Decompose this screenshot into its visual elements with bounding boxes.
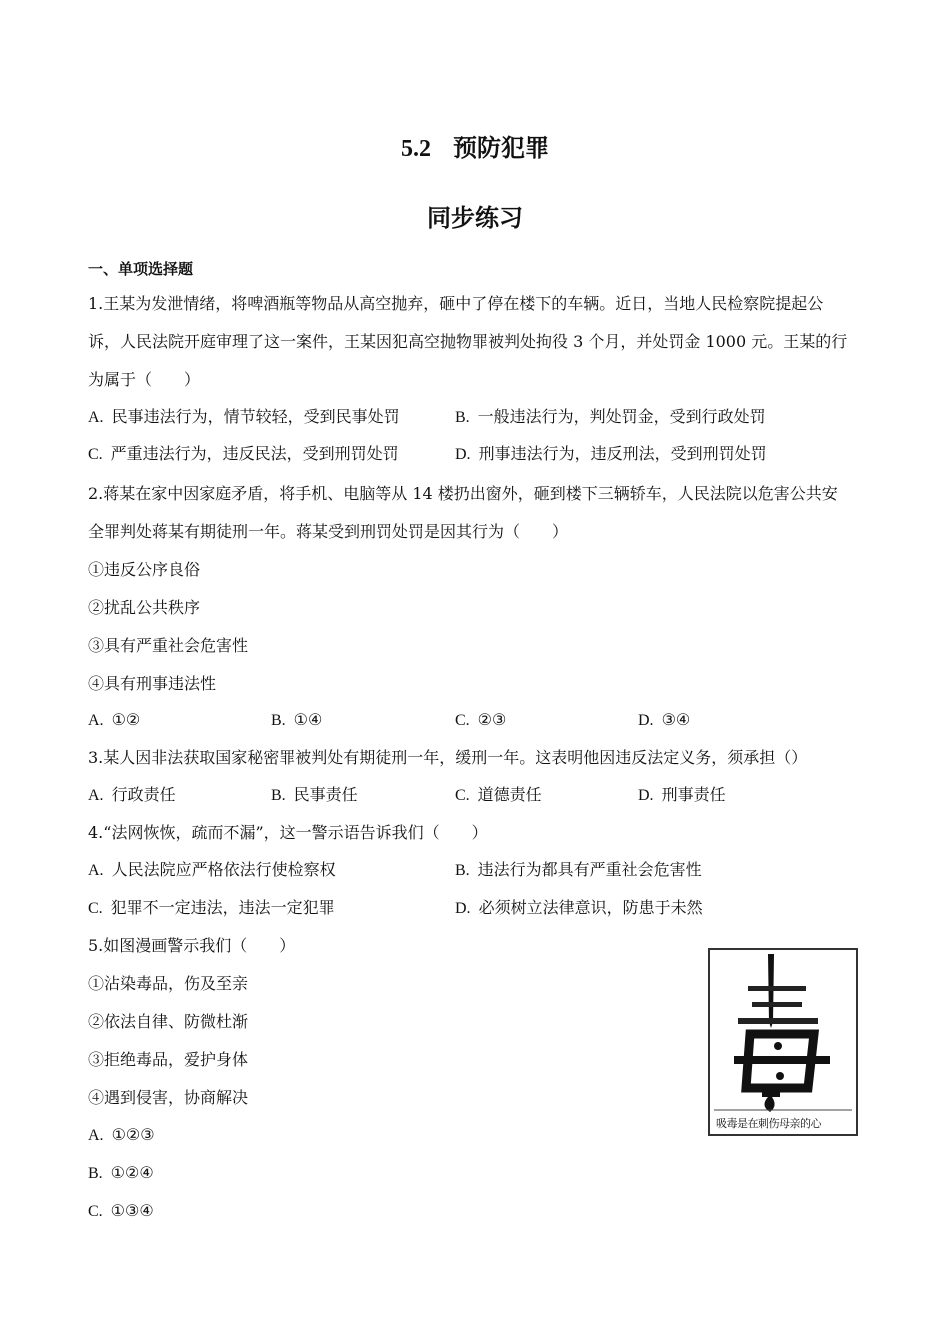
- option-letter: C.: [88, 1203, 103, 1220]
- anti-drug-cartoon: [708, 948, 858, 1136]
- q4-stem: 4.“法网恢恢，疏而不漏”，这一警示语告诉我们（ ）: [88, 823, 488, 842]
- q3-option-a[interactable]: [88, 785, 176, 806]
- option-text: ②③: [477, 710, 507, 729]
- option-letter: C.: [88, 446, 103, 463]
- option-text: ①②④: [110, 1163, 154, 1182]
- q2-option-b[interactable]: [271, 710, 322, 731]
- option-text: 刑事责任: [661, 785, 726, 804]
- option-text: 人民法院应严格依法行使检察权: [111, 860, 336, 879]
- cartoon-caption: 吸毒是在刺伤母亲的心: [716, 1117, 821, 1130]
- option-text: 民事违法行为，情节较轻，受到民事处罚: [111, 407, 400, 426]
- cartoon-drawing: [710, 950, 856, 1134]
- option-letter: A.: [88, 712, 104, 729]
- section-heading: 一、单项选择题: [88, 260, 194, 278]
- lesson-number: 5.2: [401, 136, 431, 162]
- q5-statement-3: ③拒绝毒品，爱护身体: [88, 1050, 249, 1069]
- q5-statement-2: ②依法自律、防微杜渐: [88, 1012, 249, 1031]
- q4-option-c[interactable]: [88, 898, 335, 919]
- option-letter: B.: [455, 862, 470, 879]
- q2-option-c[interactable]: [455, 710, 506, 731]
- option-letter: B.: [271, 712, 286, 729]
- option-letter: A.: [88, 409, 104, 426]
- option-letter: B.: [271, 787, 286, 804]
- option-letter: C.: [455, 787, 470, 804]
- option-letter: C.: [455, 712, 470, 729]
- option-letter: D.: [638, 787, 654, 804]
- q2-stem-line-2: 全罪判处蒋某有期徒刑一年。蒋某受到刑罚处罚是因其行为（ ）: [88, 522, 569, 541]
- q3-stem: 3.某人因非法获取国家秘密罪被判处有期徒刑一年，缓刑一年。这表明他因违反法定义务，须承担（）: [88, 748, 808, 767]
- q4-option-b[interactable]: [455, 860, 702, 881]
- option-text: 严重违法行为，违反民法，受到刑罚处罚: [110, 444, 399, 463]
- option-letter: B.: [455, 409, 470, 426]
- q2-statement-4: ④具有刑事违法性: [88, 674, 217, 693]
- option-letter: B.: [88, 1165, 103, 1182]
- q5-option-b[interactable]: [88, 1163, 154, 1184]
- q2-statement-2: ②扰乱公共秩序: [88, 598, 201, 617]
- option-text: 违法行为都具有严重社会危害性: [477, 860, 702, 879]
- option-text: 必须树立法律意识，防患于未然: [478, 898, 703, 917]
- q4-option-d[interactable]: [455, 898, 703, 919]
- q2-statement-1: ①违反公序良俗: [88, 560, 201, 579]
- option-text: 一般违法行为，判处罚金，受到行政处罚: [477, 407, 766, 426]
- q2-option-a[interactable]: [88, 710, 140, 731]
- q5-statement-1: ①沾染毒品，伤及至亲: [88, 974, 249, 993]
- q1-stem-line-1: 1.王某为发泄情绪，将啤酒瓶等物品从高空抛弃，砸中了停在楼下的车辆。近日，当地人民检察院提起公: [88, 294, 824, 313]
- option-text: ①④: [293, 710, 323, 729]
- option-text: ①②③: [111, 1125, 155, 1144]
- q2-stem-line-1: 2.蒋某在家中因家庭矛盾，将手机、电脑等从 14 楼扔出窗外，砸到楼下三辆轿车，人民法院以危害公共安: [88, 484, 838, 503]
- option-letter: A.: [88, 1127, 104, 1144]
- option-text: 民事责任: [293, 785, 358, 804]
- q1-stem-line-3: 为属于（ ）: [88, 370, 201, 389]
- q3-option-b[interactable]: [271, 785, 358, 806]
- option-text: ③④: [661, 710, 691, 729]
- option-text: 犯罪不一定违法，违法一定犯罪: [110, 898, 335, 917]
- option-letter: A.: [88, 862, 104, 879]
- q5-stem: 5.如图漫画警示我们（ ）: [88, 936, 296, 955]
- option-text: 道德责任: [477, 785, 542, 804]
- q2-statement-3: ③具有严重社会危害性: [88, 636, 249, 655]
- option-letter: A.: [88, 787, 104, 804]
- q4-option-a[interactable]: [88, 860, 336, 881]
- option-letter: D.: [455, 900, 471, 917]
- q2-option-d[interactable]: [638, 710, 690, 731]
- q1-option-c[interactable]: [88, 444, 399, 465]
- q1-option-b[interactable]: [455, 407, 766, 428]
- option-text: ①③④: [110, 1201, 154, 1220]
- q5-statement-4: ④遇到侵害，协商解决: [88, 1088, 249, 1107]
- lesson-title: [0, 128, 950, 163]
- option-text: 行政责任: [111, 785, 176, 804]
- q1-option-d[interactable]: [455, 444, 767, 465]
- page-subtitle: 同步练习: [427, 203, 523, 232]
- option-text: ①②: [111, 710, 141, 729]
- option-letter: D.: [455, 446, 471, 463]
- q1-stem-line-2: 诉，人民法院开庭审理了这一案件，王某因犯高空抛物罪被判处拘役 3 个月，并处罚金 1000 元。王某的行: [88, 332, 848, 351]
- q3-option-c[interactable]: [455, 785, 542, 806]
- q1-option-a[interactable]: [88, 407, 400, 428]
- lesson-name: 预防犯罪: [453, 133, 549, 162]
- option-letter: C.: [88, 900, 103, 917]
- option-text: 刑事违法行为，违反刑法，受到刑罚处罚: [478, 444, 767, 463]
- option-letter: D.: [638, 712, 654, 729]
- q5-option-c[interactable]: [88, 1201, 154, 1222]
- q3-option-d[interactable]: [638, 785, 726, 806]
- q5-option-a[interactable]: [88, 1125, 155, 1146]
